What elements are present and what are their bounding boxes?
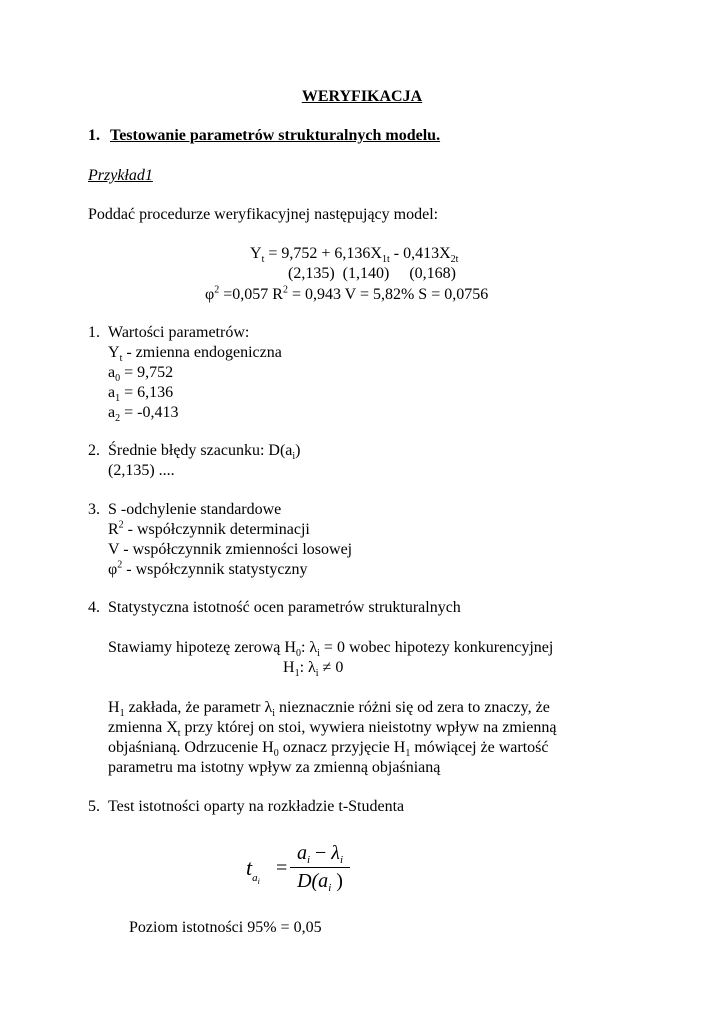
- t-symbol: t: [246, 855, 253, 880]
- item4-number: 4.: [88, 599, 100, 616]
- r-sup: 2: [282, 284, 288, 296]
- item1-number: 1.: [88, 324, 100, 341]
- p1-b: zakłada, że parametr λ: [124, 699, 273, 716]
- p3-c: mówiącej że wartość: [410, 739, 549, 756]
- example-label: Przykład1: [88, 167, 153, 184]
- formula-eq: =: [276, 857, 288, 879]
- item3-phi: [108, 560, 308, 580]
- section-title: Testowanie parametrów strukturalnych modelu.: [110, 127, 441, 144]
- item2-title-a: Średnie błędy szacunku: D(a: [108, 442, 293, 459]
- item5-number: 5.: [88, 798, 100, 815]
- item4-para-line1: [108, 698, 550, 718]
- item2-number: 2.: [88, 442, 100, 459]
- hyp-b: : λ: [300, 639, 318, 656]
- p3-sub1: 1: [405, 748, 411, 760]
- h1-sub: 1: [294, 668, 300, 680]
- page-title: WERYFIKACJA: [301, 88, 423, 105]
- hyp-c: = 0 wobec hipotezy konkurencyjnej: [319, 639, 554, 656]
- y-sub: t: [119, 353, 123, 365]
- model-errors: (2,135) (1,140) (0,168): [288, 265, 456, 282]
- h1-a: H: [283, 659, 295, 676]
- item1-title: Wartości parametrów:: [108, 324, 250, 341]
- r-sup2: 2: [118, 519, 124, 531]
- phi-symbol: φ: [205, 286, 215, 303]
- section-number: 1.: [88, 127, 100, 144]
- item1-y: [108, 343, 282, 363]
- h1-subi: i: [315, 668, 319, 680]
- phi-sup2: 2: [117, 559, 123, 571]
- item1-a2: [108, 403, 178, 423]
- a1-sub: 1: [115, 393, 121, 405]
- num-minus: −: [310, 842, 332, 864]
- hyp-a: Stawiamy hipotezę zerową H: [108, 639, 296, 656]
- item3-r: [108, 520, 310, 540]
- model-stats: [205, 285, 488, 305]
- p1-subi: i: [272, 708, 276, 720]
- p1-sub1: 1: [119, 708, 125, 720]
- alt-hypothesis: [283, 658, 343, 678]
- phi-sup: 2: [214, 284, 220, 296]
- h1-c: ≠ 0: [318, 659, 344, 676]
- a1-main: a: [108, 384, 116, 401]
- item1-a0: [108, 363, 173, 383]
- item4-para-line2: [108, 718, 556, 738]
- item4-para-line4: parametru ma istotny wpływ za zmienną objaśnianą: [108, 759, 441, 776]
- t-sub: a: [252, 872, 258, 884]
- p3-a: objaśnianą. Odrzucenie H: [108, 739, 274, 756]
- a0-sub: 0: [115, 373, 121, 385]
- t-subsub: i: [257, 877, 260, 886]
- r-rest: - współczynnik determinacji: [123, 521, 310, 538]
- intro-text: Poddać procedurze weryfikacyjnej następujący model:: [88, 206, 439, 223]
- p3-b: oznacz przyjęcie H: [278, 739, 406, 756]
- eq-part1: = 9,752 + 6,136X: [264, 245, 382, 262]
- item2-line2: (2,135) ....: [108, 462, 175, 479]
- num-a: a: [296, 842, 307, 864]
- h1-b: : λ: [299, 659, 316, 676]
- phi-rest: - współczynnik statystyczny: [122, 561, 308, 578]
- p2-a: zmienna X: [108, 719, 178, 736]
- stats-part2: = 0,943 V = 5,82% S = 0,0756: [287, 286, 489, 303]
- a2-rest: = -0,413: [120, 404, 179, 421]
- num-lambda: λ: [331, 842, 340, 864]
- significance-level: Poziom istotności 95% = 0,05: [129, 919, 322, 936]
- p1-a: H: [108, 699, 120, 716]
- eq-lhs: Y: [250, 245, 262, 262]
- a0-rest: = 9,752: [120, 364, 174, 381]
- eq-sub1: 1t: [381, 254, 390, 266]
- num-lambda-sub: i: [339, 854, 344, 866]
- hyp-subi: i: [317, 648, 320, 660]
- den-sub: i: [328, 882, 332, 894]
- item5-title: Test istotności oparty na rozkładzie t-Studenta: [108, 798, 405, 815]
- p3-sub0: 0: [273, 748, 279, 760]
- item4-title: Statystyczna istotność ocen parametrów strukturalnych: [108, 599, 461, 616]
- eq-sub2: 2t: [450, 254, 459, 266]
- p2-b: przy której on stoi, wywiera nieistotny wpływ na zmienną: [180, 719, 557, 736]
- t-statistic-formula: [246, 842, 366, 894]
- a2-sub: 2: [115, 413, 121, 425]
- item2-title: [108, 441, 301, 461]
- formula-denominator: [290, 870, 350, 899]
- item4-para-line3: [108, 738, 548, 758]
- y-rest: - zmienna endogeniczna: [122, 344, 282, 361]
- fraction-bar: [290, 867, 350, 868]
- p2-subt: t: [177, 728, 181, 740]
- item2-title-sub: i: [292, 451, 296, 463]
- hyp-sub0: 0: [295, 648, 301, 660]
- item3-line3: V - współczynnik zmienności losowej: [108, 541, 353, 558]
- phi-main: φ: [108, 561, 118, 578]
- den-b: ): [331, 870, 343, 892]
- item3-line1: S -odchylenie standardowe: [108, 501, 282, 518]
- a1-rest: = 6,136: [120, 384, 174, 401]
- a0-main: a: [108, 364, 116, 381]
- r-main: R: [108, 521, 119, 538]
- null-hypothesis: [108, 638, 553, 658]
- eq-part2: - 0,413X: [389, 245, 451, 262]
- item3-number: 3.: [88, 501, 100, 518]
- y-main: Y: [108, 344, 120, 361]
- p1-c: nieznacznie różni się od zera to znaczy, że: [275, 699, 550, 716]
- item1-a1: [108, 383, 173, 403]
- stats-part1: =0,057 R: [219, 286, 283, 303]
- formula-t: [246, 856, 260, 894]
- num-a-sub: i: [306, 854, 311, 866]
- model-equation: [250, 244, 458, 264]
- a2-main: a: [108, 404, 116, 421]
- item2-title-b: ): [295, 442, 301, 459]
- den-a: D(a: [297, 870, 329, 892]
- section-heading: [88, 126, 440, 146]
- eq-lhs-sub: t: [261, 254, 265, 266]
